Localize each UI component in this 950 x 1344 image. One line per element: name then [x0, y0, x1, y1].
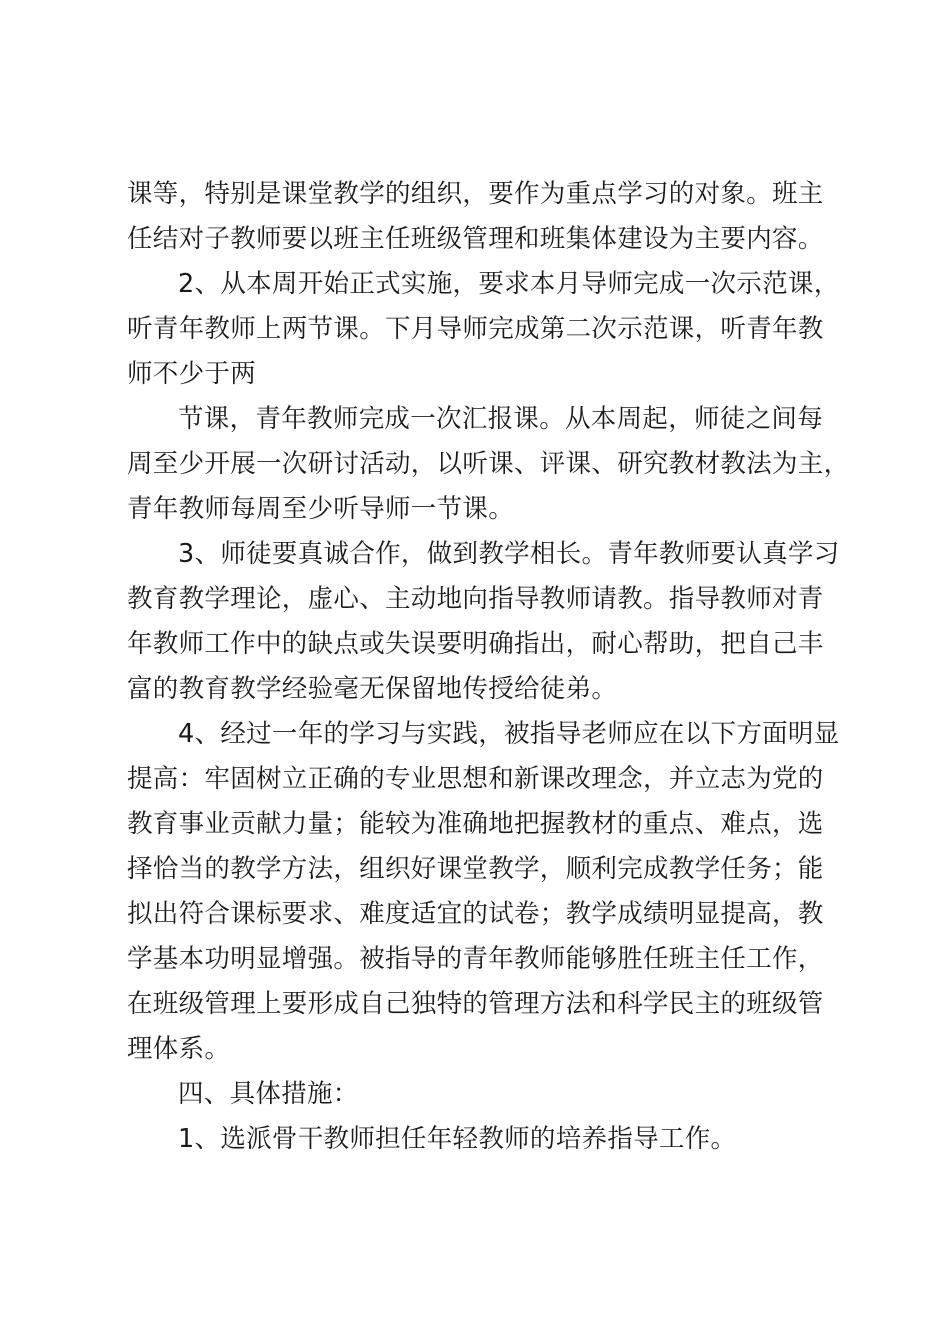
paragraph-line: 4、经过一年的学习与实践，被指导老师应在以下方面明显 — [178, 719, 840, 749]
paragraph-5 — [127, 712, 847, 1072]
paragraph-line: 听青年教师上两节课。下月导师完成第二次示范课，听青年教 — [127, 314, 824, 344]
paragraph-line: 2、从本周开始正式实施，要求本月导师完成一次示范课， — [178, 269, 840, 299]
paragraph-line: 课等，特别是课堂教学的组织，要作为重点学习的对象。班主 — [127, 179, 824, 209]
paragraph-4 — [127, 532, 847, 712]
document-body — [127, 172, 850, 1162]
paragraph-line: 拟出符合课标要求、难度适宜的试卷；教学成绩明显提高，教 — [127, 899, 824, 929]
paragraph-line: 富的教育教学经验毫无保留地传授给徒弟。 — [127, 674, 618, 704]
paragraph-line: 师不少于两 — [127, 359, 257, 389]
paragraph-3 — [127, 397, 850, 532]
paragraph-line: 节课，青年教师完成一次汇报课。从本周起，师徒之间每 — [178, 404, 824, 434]
paragraph-line: 3、师徒要真诚合作，做到教学相长。青年教师要认真学习 — [178, 539, 840, 569]
paragraph-line: 青年教师每周至少听导师一节课。 — [127, 494, 515, 524]
measure-item-1: 1、选派骨干教师担任年轻教师的培养指导工作。 — [178, 1124, 737, 1154]
paragraph-line: 教育教学理论，虚心、主动地向指导教师请教。指导教师对青 — [127, 584, 824, 614]
paragraph-line: 学基本功明显增强。被指导的青年教师能够胜任班主任工作， — [127, 944, 824, 974]
paragraph-line: 年教师工作中的缺点或失误要明确指出，耐心帮助，把自己丰 — [127, 629, 824, 659]
paragraph-line: 理体系。 — [127, 1034, 231, 1064]
paragraph-2 — [127, 262, 847, 397]
paragraph-1 — [127, 172, 847, 262]
paragraph-line: 提高：牢固树立正确的专业思想和新课改理念，并立志为党的 — [127, 764, 824, 794]
paragraph-line: 教育事业贡献力量；能较为准确地把握教材的重点、难点，选 — [127, 809, 824, 839]
paragraph-line: 在班级管理上要形成自己独特的管理方法和科学民主的班级管 — [127, 989, 824, 1019]
paragraph-line: 择恰当的教学方法，组织好课堂教学，顺利完成教学任务；能 — [127, 854, 824, 884]
paragraph-line: 任结对子教师要以班主任班级管理和班集体建设为主要内容。 — [127, 224, 824, 254]
paragraph-line: 周至少开展一次研讨活动，以听课、评课、研究教材教法为主， — [127, 449, 850, 479]
section-heading: 四、具体措施： — [178, 1079, 359, 1109]
